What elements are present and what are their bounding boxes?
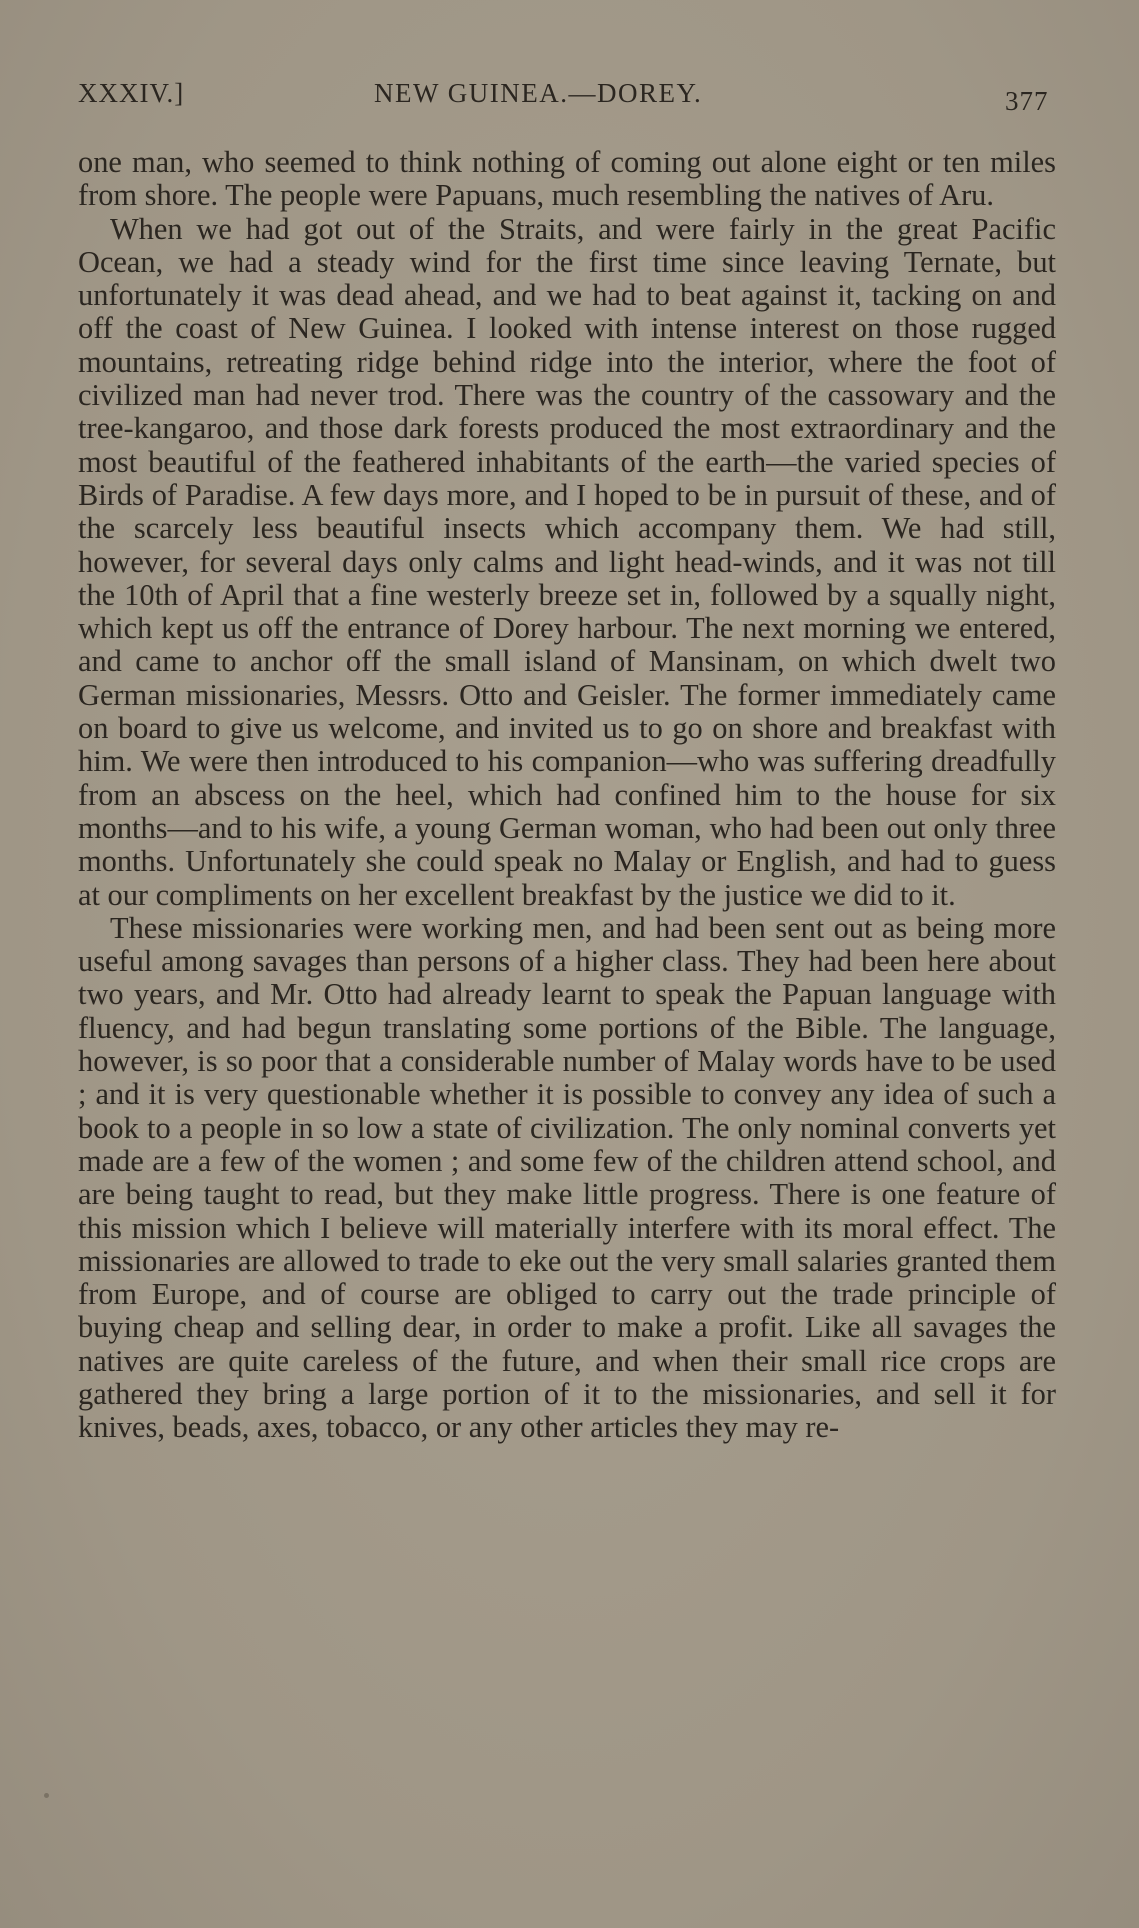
chapter-number: XXXIV.]	[78, 78, 185, 108]
paragraph: When we had got out of the Straits, and were fairly in the great Pacific Ocean, we had a steady wind for the first time since leaving Ternate, but unfortunately it was dead ahead, and we had to beat against it, tacking on and off the coast of New Guinea. I looked with intense interest on those rugged mountains, retreating ridge behind ridge into the interior, where the foot of civilized man had never trod. There was the country of the cassowary and the tree-kangaroo, and those dark forests produced the most extraordinary and the most beautiful of the feathered inhabitants of the earth—the varied species of Birds of Paradise. A few days more, and I hoped to be in pursuit of these, and of the scarcely less beautiful insects which accompany them. We had still, however, for several days only calms and light head-winds, and it was not till the 10th of April that a fine westerly breeze set in, followed by a squally night, which kept us off the entrance of Dorey harbour. The next morning we entered, and came to anchor off the small island of Mansinam, on which dwelt two German missionaries, Messrs. Otto and Geisler. The former immediately came on board to give us welcome, and invited us to go on shore and breakfast with him. We were then introduced to his companion—who was suffering dreadfully from an abscess on the heel, which had confined him to the house for six months—and to his wife, a young German woman, who had been out only three months. Unfortunately she could speak no Malay or English, and had to guess at our compliments on her excellent breakfast by the justice we did to it.	[78, 211, 1056, 912]
page-number: 377	[1005, 86, 1049, 116]
body-text	[78, 146, 1056, 1445]
paper-speck	[44, 1793, 49, 1798]
running-title: NEW GUINEA.—DOREY.	[374, 78, 703, 108]
paragraph: These missionaries were working men, and had been sent out as being more useful among savages than persons of a higher class. They had been here about two years, and Mr. Otto had already learnt to speak the Papuan language with fluency, and had begun translating some portions of the Bible. The language, however, is so poor that a considerable number of Malay words have to be used ; and it is very questionable whether it is possible to convey any idea of such a book to a people in so low a state of civilization. The only nominal converts yet made are a few of the women ; and some few of the children attend school, and are being taught to read, but they make little progress. There is one feature of this mission which I believe will materially interfere with its moral effect. The missionaries are allowed to trade to eke out the very small salaries granted them from Europe, and of course are obliged to carry out the trade principle of buying cheap and selling dear, in order to make a profit. Like all savages the natives are quite careless of the future, and when their small rice crops are gathered they bring a large portion of it to the missionaries, and sell it for knives, beads, axes, tobacco, or any other articles they may re-	[78, 910, 1056, 1445]
running-head	[78, 74, 1058, 114]
paragraph: one man, who seemed to think nothing of coming out alone eight or ten miles from shore. The people were Papuans, much resembling the natives of Aru.	[78, 145, 1056, 213]
